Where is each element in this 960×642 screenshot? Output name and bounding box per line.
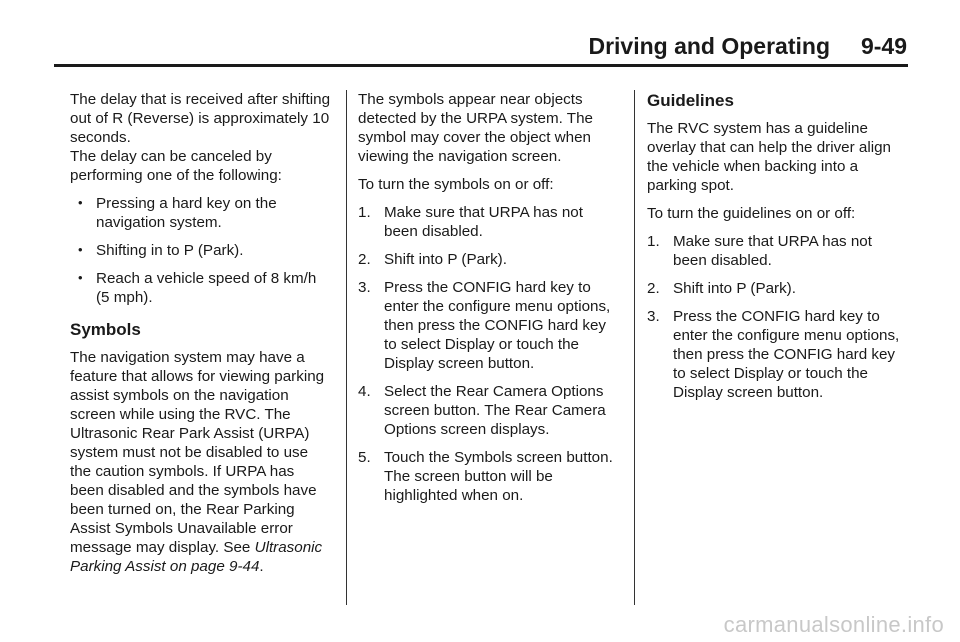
- bullet-icon: •: [78, 270, 83, 285]
- step-text: Shift into P (Park).: [384, 251, 507, 268]
- list-item: [647, 232, 909, 270]
- list-item-text: Pressing a hard key on the navigation system.: [96, 195, 277, 231]
- step-number: 2.: [647, 280, 660, 297]
- column-3: [647, 90, 909, 411]
- paragraph: The delay that is received after shifting out of R (Reverse) is approximately 10 seconds.: [70, 91, 331, 146]
- step-text: Make sure that URPA has not been disabled.: [673, 233, 872, 269]
- list-item: [647, 279, 909, 298]
- list-item: [358, 250, 620, 269]
- list-item: [358, 448, 620, 505]
- list-item: [358, 278, 620, 373]
- paragraph: The symbols appear near objects detected by the URPA system. The symbol may cover the object when viewing the navigation screen.: [358, 91, 593, 165]
- list-item: [647, 307, 909, 402]
- step-number: 1.: [647, 233, 660, 250]
- numbered-list: [647, 232, 909, 402]
- step-number: 4.: [358, 383, 371, 400]
- paragraph-text: The navigation system may have a feature that allows for viewing parking assist symbols on the navigation screen while using the RVC. The Ultrasonic Rear Park Assist (URPA) system must not be disabled to use the caution symbols. If URPA has been disabled and the symbols have been turned on, the Rear Parking Assist Symbols Unavailable error message may display. See: [70, 349, 325, 556]
- header-title: Driving and Operating: [588, 33, 830, 59]
- step-number: 5.: [358, 449, 371, 466]
- step-number: 3.: [647, 308, 660, 325]
- page-number: 9-49: [860, 33, 907, 59]
- cross-reference-link[interactable]: Ultrasonic Parking Assist on page 9-44: [70, 539, 323, 575]
- step-text: Press the CONFIG hard key to enter the configure menu options, then press the CONFIG hard key to select Display or touch the Display screen button.: [673, 308, 900, 401]
- step-text: Shift into P (Park).: [673, 280, 796, 297]
- numbered-list: [358, 203, 620, 505]
- paragraph: The RVC system has a guideline overlay that can help the driver align the vehicle when backing into a parking spot.: [647, 120, 891, 194]
- header-rule: [54, 64, 908, 67]
- step-number: 1.: [358, 204, 371, 221]
- step-number: 2.: [358, 251, 371, 268]
- column-1: [70, 90, 332, 585]
- step-text: Touch the Symbols screen button. The screen button will be highlighted when on.: [384, 449, 613, 504]
- step-number: 3.: [358, 279, 371, 296]
- column-divider: [634, 90, 635, 605]
- paragraph: To turn the guidelines on or off:: [647, 205, 856, 222]
- list-item: [70, 194, 332, 232]
- bullet-icon: •: [78, 242, 83, 257]
- column-2: [358, 90, 620, 514]
- step-text: Press the CONFIG hard key to enter the configure menu options, then press the CONFIG hard key to select Display or touch the Display screen button.: [384, 279, 611, 372]
- list-item-text: Reach a vehicle speed of 8 km/h (5 mph).: [96, 270, 317, 306]
- step-text: Select the Rear Camera Options screen button. The Rear Camera Options screen displays.: [384, 383, 606, 438]
- list-item: [70, 241, 332, 260]
- list-item: [70, 269, 332, 307]
- bullet-icon: •: [78, 195, 83, 210]
- paragraph: To turn the symbols on or off:: [358, 176, 554, 193]
- paragraph: [70, 348, 332, 576]
- step-text: Make sure that URPA has not been disabled.: [384, 204, 583, 240]
- column-divider: [346, 90, 347, 605]
- list-item-text: Shifting in to P (Park).: [96, 242, 244, 259]
- watermark: carmanualsonline.info: [723, 612, 944, 637]
- paragraph: The delay can be canceled by performing one of the following:: [70, 148, 282, 184]
- list-item: [358, 382, 620, 439]
- bullet-list: [70, 194, 332, 307]
- section-heading: Guidelines: [647, 91, 734, 110]
- list-item: [358, 203, 620, 241]
- section-heading: Symbols: [70, 320, 141, 339]
- punctuation: .: [259, 558, 264, 575]
